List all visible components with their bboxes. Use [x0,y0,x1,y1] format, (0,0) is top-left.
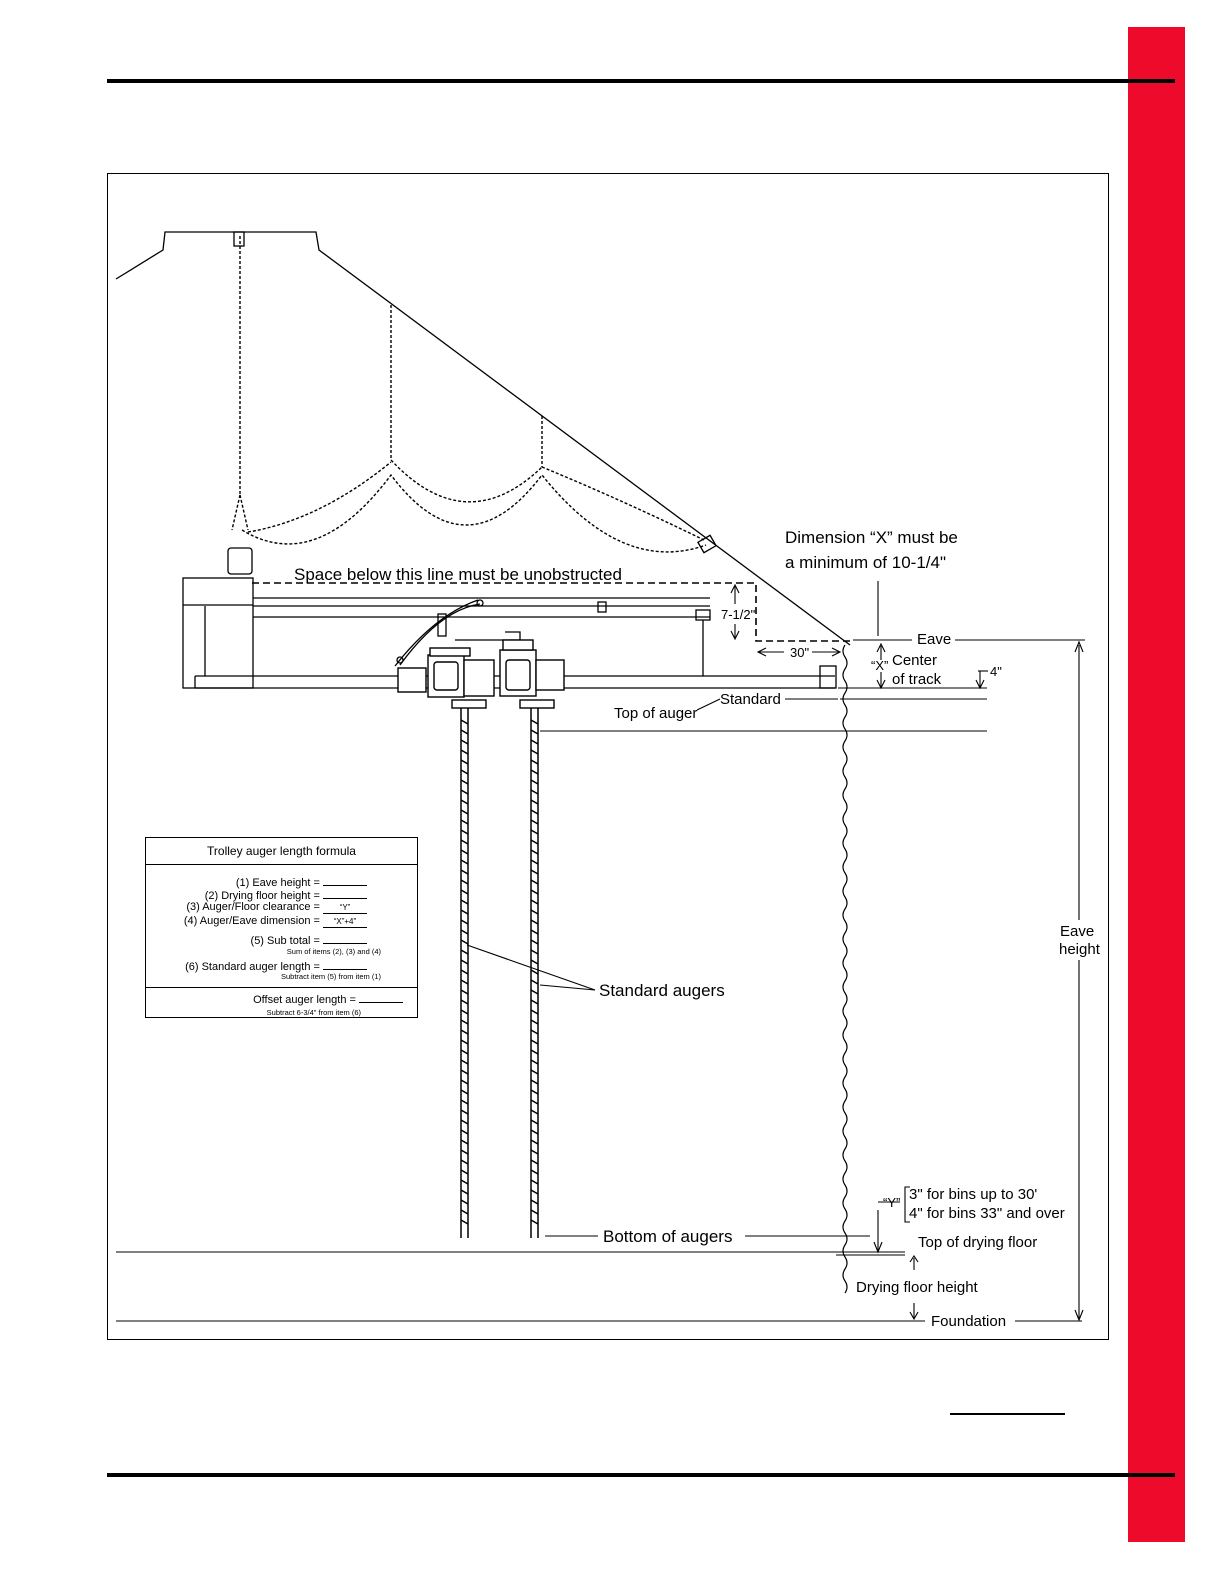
y-note-line2: 4" for bins 33" and over [909,1205,1065,1222]
formula-blank [323,888,367,899]
of-track-label: of track [892,671,942,688]
formula-drying-floor-height [205,888,367,902]
formula-sub-total [251,933,367,947]
formula-standard-auger-length [185,959,367,973]
formula-eave-height-text: (1) Eave height = [235,877,320,889]
trolley-auger-formula-box [145,837,418,1018]
formula-auger-eave-text: (4) Auger/Eave dimension = [183,915,320,927]
foundation-label: Foundation [931,1313,1007,1330]
eave-height-label-2: height [1059,941,1100,958]
formula-rows [146,865,417,987]
formula-auger-floor-value: “Y” [323,903,367,914]
formula-sub-total-note: Sum of items (2), (3) and (4) [286,947,381,956]
eave-height-label-1: Eave [1060,923,1095,940]
formula-sub-total-text: (5) Sub total = [250,935,320,947]
top-of-auger-label: Top of auger [614,705,698,722]
formula-drying-floor-text: (2) Drying floor height = [204,890,320,902]
formula-offset-auger-note: Subtract 6-3/4" from item (6) [266,1008,361,1017]
drying-floor-height-label: Drying floor height [856,1279,978,1296]
formula-title: Trolley auger length formula [146,838,417,865]
standard-augers-label: Standard augers [599,981,725,1000]
formula-auger-floor-clearance [186,901,367,914]
auger-drives [398,640,564,708]
dimension-30-label: 30" [790,645,810,660]
formula-eave-height [236,875,367,889]
support-chains [232,236,706,552]
eave-label: Eave [917,631,952,648]
formula-standard-auger-text: (6) Standard auger length = [185,961,320,973]
y-note-line1: 3" for bins up to 30' [909,1186,1038,1203]
standard-label: Standard [720,691,781,708]
dimension-7-half-label: 7-1/2" [721,607,756,622]
dimension-x-note-line2: a minimum of 10-1/4" [785,553,946,572]
formula-offset-auger-text: Offset auger length = [253,994,356,1006]
x-mark-label: “X” [871,658,889,673]
space-note: Space below this line must be unobstructed [294,565,622,584]
formula-blank [323,959,367,970]
formula-offset-section [146,987,417,1020]
clearance-line [252,583,852,641]
formula-blank [323,933,367,944]
formula-auger-floor-text: (3) Auger/Floor clearance = [186,901,320,913]
formula-blank [323,875,367,886]
dimension-x-note-line1: Dimension “X” must be [785,528,958,547]
y-mark-label: “Y” [883,1195,901,1210]
top-of-drying-floor-label: Top of drying floor [918,1234,1038,1251]
bottom-of-augers-label: Bottom of augers [603,1227,733,1246]
formula-blank [359,992,403,1003]
chain-hardware [228,232,716,574]
four-inch-label: 4" [990,664,1002,679]
formula-auger-eave-value: “X”+4" [323,917,367,928]
formula-standard-auger-note: Subtract item (5) from item (1) [280,972,381,981]
center-label: Center [892,652,938,669]
standard-auger-right [531,708,538,1238]
standard-auger-left [461,708,468,1238]
bin-wall [843,645,847,1293]
formula-offset-auger-length [253,992,403,1006]
formula-auger-eave-dimension [184,915,367,928]
